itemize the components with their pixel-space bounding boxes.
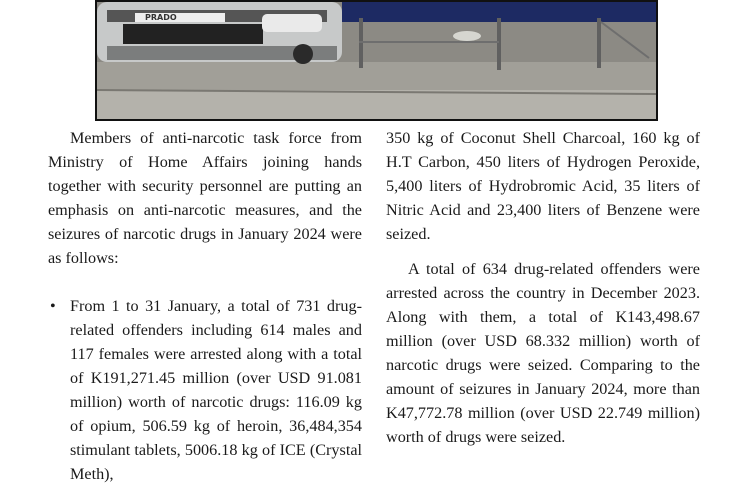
bullet-text: From 1 to 31 January, a total of 731 drug-related offenders including 614 males and 117 females were arrested along with a total of K191,271.45 million (over USD 91.081 million) worth of narcotic drugs: 116.09 kg of opium, 506.59 kg of heroin, 36,484,354 stimulant tablets, 5006.18 kg of ICE (Crystal Meth), <box>70 297 362 483</box>
seizure-photo-illustration <box>97 2 658 121</box>
seizure-bullet <box>48 294 362 486</box>
intro-paragraph: Members of anti-narcotic task force from Ministry of Home Affairs joining hands together with security personnel are putting an emphasis on anti-narcotic measures, and the seizures of narcotic drugs in January 2024 were as follows: <box>48 129 362 267</box>
december-paragraph: A total of 634 drug-related offenders were arrested across the country in December 2023. Along with them, a total of K143,498.67 million (over USD 68.332 million) worth of narcotic drugs were seized. Comparing to the amount of seizures in January 2024, more than K47,772.78 million (over USD 22.749 million) worth of drugs were seized. <box>386 260 700 446</box>
continuation-paragraph: 350 kg of Coconut Shell Charcoal, 160 kg of H.T Carbon, 450 liters of Hydrogen Peroxide, 5,400 liters of Hydrobromic Acid, 35 liters of Nitric Acid and 23,400 liters of Benzene were seized. <box>386 129 700 243</box>
vehicle-plate-text: PRADO <box>145 13 177 22</box>
left-column <box>48 126 362 486</box>
bullet-marker: • <box>50 297 56 315</box>
right-column <box>386 126 700 449</box>
seizure-photo <box>95 0 658 121</box>
